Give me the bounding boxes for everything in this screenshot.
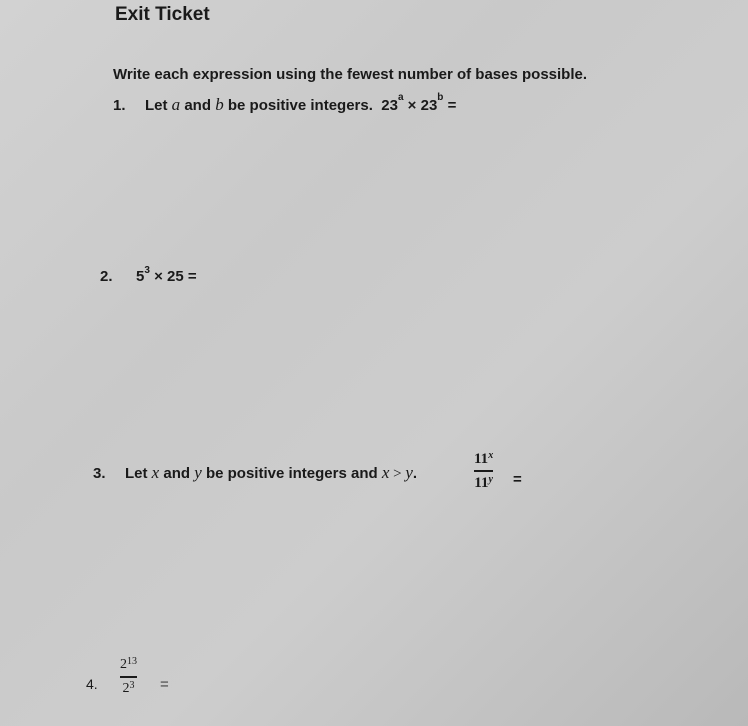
question-1-suffix: be positive integers.: [223, 97, 373, 114]
condition-x: x: [381, 463, 390, 482]
numerator-base: 11: [474, 451, 489, 467]
numerator-base: 2: [120, 657, 127, 672]
question-4-fraction: [120, 657, 137, 697]
question-1-exp1: a: [397, 92, 404, 103]
question-3-prefix: Let: [125, 465, 152, 482]
question-3-fraction: [474, 451, 493, 491]
question-3-denominator: [474, 475, 493, 491]
question-1-base1: 23: [381, 97, 398, 114]
question-1-base2: 23: [420, 97, 438, 114]
fraction-bar: [120, 676, 137, 678]
question-3: [93, 463, 417, 483]
equals-sign: =: [513, 471, 522, 488]
condition-end: .: [412, 465, 418, 482]
question-1: [113, 92, 457, 115]
question-1-prefix: Let: [145, 97, 172, 114]
condition-operator: >: [389, 466, 406, 482]
question-2-number: 2.: [100, 268, 113, 285]
denominator-base: 11: [474, 474, 489, 491]
page-title: Exit Ticket: [115, 4, 210, 25]
question-3-suffix: be positive integers and: [201, 465, 382, 482]
fraction-bar: [474, 470, 493, 472]
question-4: [86, 676, 122, 693]
question-1-mid: and: [180, 97, 216, 114]
question-2-exp: 3: [144, 265, 150, 276]
question-3-numerator: [474, 451, 493, 467]
equals-sign: =: [447, 97, 457, 114]
question-2-base: 5: [136, 268, 145, 285]
question-2-factor: 25: [167, 268, 184, 285]
question-1-number: 1.: [113, 97, 126, 114]
denominator-exponent: y: [488, 473, 493, 485]
question-3-number: 3.: [93, 465, 106, 482]
numerator-exponent: x: [488, 450, 494, 461]
question-4-numerator: [120, 657, 137, 673]
instructions: Write each expression using the fewest number of bases possible.: [113, 66, 588, 83]
question-3-mid: and: [159, 465, 195, 482]
question-2: [100, 265, 197, 285]
denominator-base: 2: [122, 680, 130, 696]
variable-a: a: [171, 95, 181, 114]
denominator-exponent: 3: [129, 679, 135, 691]
equals-sign: =: [160, 676, 169, 693]
times-sign: ×: [407, 97, 417, 114]
question-1-exp2: b: [437, 92, 444, 103]
variable-x: x: [151, 463, 160, 482]
equals-sign: =: [187, 268, 197, 285]
variable-y: y: [194, 463, 202, 482]
variable-b: b: [215, 95, 224, 114]
times-sign: ×: [154, 268, 163, 285]
condition-y: y: [405, 463, 413, 482]
question-4-number: 4.: [86, 676, 98, 692]
question-4-denominator: [123, 681, 135, 697]
numerator-exponent: 13: [127, 656, 137, 667]
